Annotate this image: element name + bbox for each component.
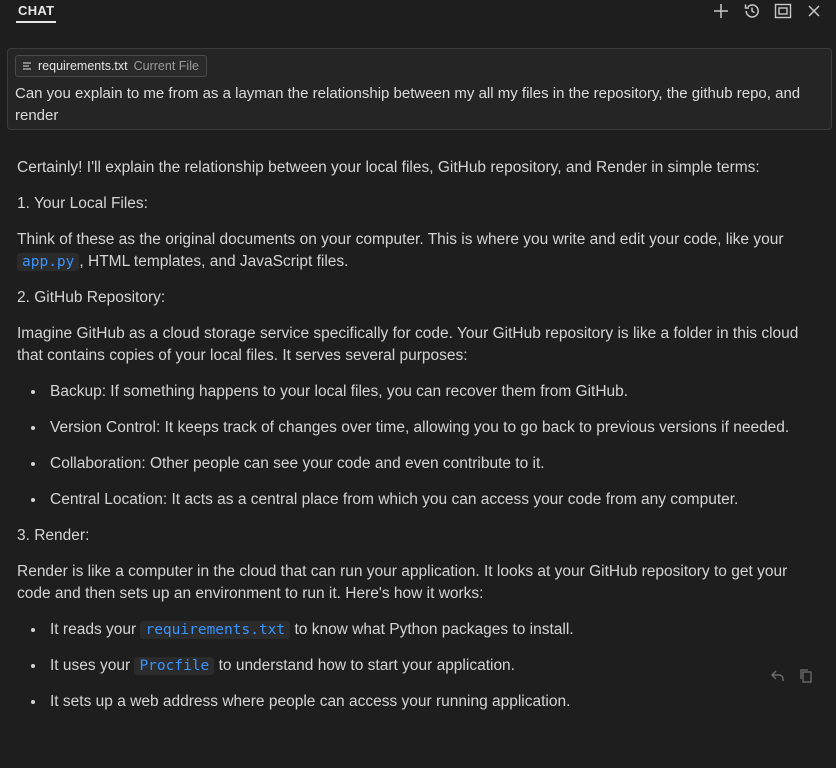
user-query: Can you explain to me from as a layman the relationship between my all my files in the repository, the github repo, and render (15, 85, 801, 124)
github-bullets (17, 381, 807, 511)
list-item: • Central Location: It acts as a central place from which you can access your code from any computer. (46, 489, 807, 511)
new-chat-button[interactable] (708, 0, 733, 22)
inline-code-app-py: app.py (17, 253, 79, 271)
section-text-github: Imagine GitHub as a cloud storage service specifically for code. Your GitHub repository is like a folder in this cloud that contains copies of your local files. It serves several purposes: (17, 325, 799, 364)
close-icon (807, 4, 821, 18)
section-heading-github: 2. GitHub Repository: (17, 289, 166, 306)
list-item (46, 655, 807, 677)
history-icon (743, 2, 761, 20)
undo-icon[interactable] (770, 668, 786, 684)
tab-chat[interactable]: CHAT (18, 3, 55, 18)
list-item: • Backup: If something happens to your local files, you can recover them from GitHub. (46, 381, 807, 403)
answer-intro: Certainly! I'll explain the relationship between your local files, GitHub repository, and Render in simple terms: (17, 159, 760, 176)
section-heading-local-files: 1. Your Local Files: (17, 195, 148, 212)
maximize-icon (774, 3, 792, 19)
tab-underline (16, 21, 56, 23)
inline-code-procfile: Procfile (134, 657, 214, 675)
file-chip-meta: Current File (133, 59, 199, 73)
chat-header (0, 0, 836, 26)
plus-icon (713, 3, 729, 19)
maximize-button[interactable] (770, 0, 795, 22)
close-button[interactable] (801, 0, 826, 22)
chat-input-box[interactable] (7, 48, 832, 130)
list-item: • Collaboration: Other people can see your code and even contribute to it. (46, 453, 807, 475)
assistant-answer (17, 157, 807, 727)
current-file-chip[interactable] (15, 55, 207, 77)
section-text-local-files (17, 229, 807, 273)
text-segment: , HTML templates, and JavaScript files. (79, 253, 349, 270)
list-item: • Version Control: It keeps track of changes over time, allowing you to go back to previous versions if needed. (46, 417, 807, 439)
list-item: • It sets up a web address where people can access your running application. (46, 691, 807, 713)
inline-code-requirements: requirements.txt (140, 621, 290, 639)
text-segment: to know what Python packages to install. (290, 621, 574, 638)
text-segment: to understand how to start your application. (214, 657, 515, 674)
history-button[interactable] (739, 0, 764, 22)
section-text-render: Render is like a computer in the cloud that can run your application. It looks at your GitHub repository to get your code and then sets up an environment to run it. Here's how it works: (17, 563, 788, 602)
render-bullets (17, 619, 807, 713)
text-segment: Think of these as the original documents on your computer. This is where you write and edit your code, like your (17, 231, 784, 248)
copy-icon[interactable] (798, 668, 814, 684)
text-segment: It reads your (50, 621, 141, 638)
text-segment: It uses your (50, 657, 135, 674)
file-lines-icon (22, 61, 32, 71)
section-heading-render: 3. Render: (17, 527, 90, 544)
message-actions (770, 668, 814, 684)
header-actions (708, 0, 826, 22)
file-chip-name: requirements.txt (38, 59, 128, 73)
list-item (46, 619, 807, 641)
